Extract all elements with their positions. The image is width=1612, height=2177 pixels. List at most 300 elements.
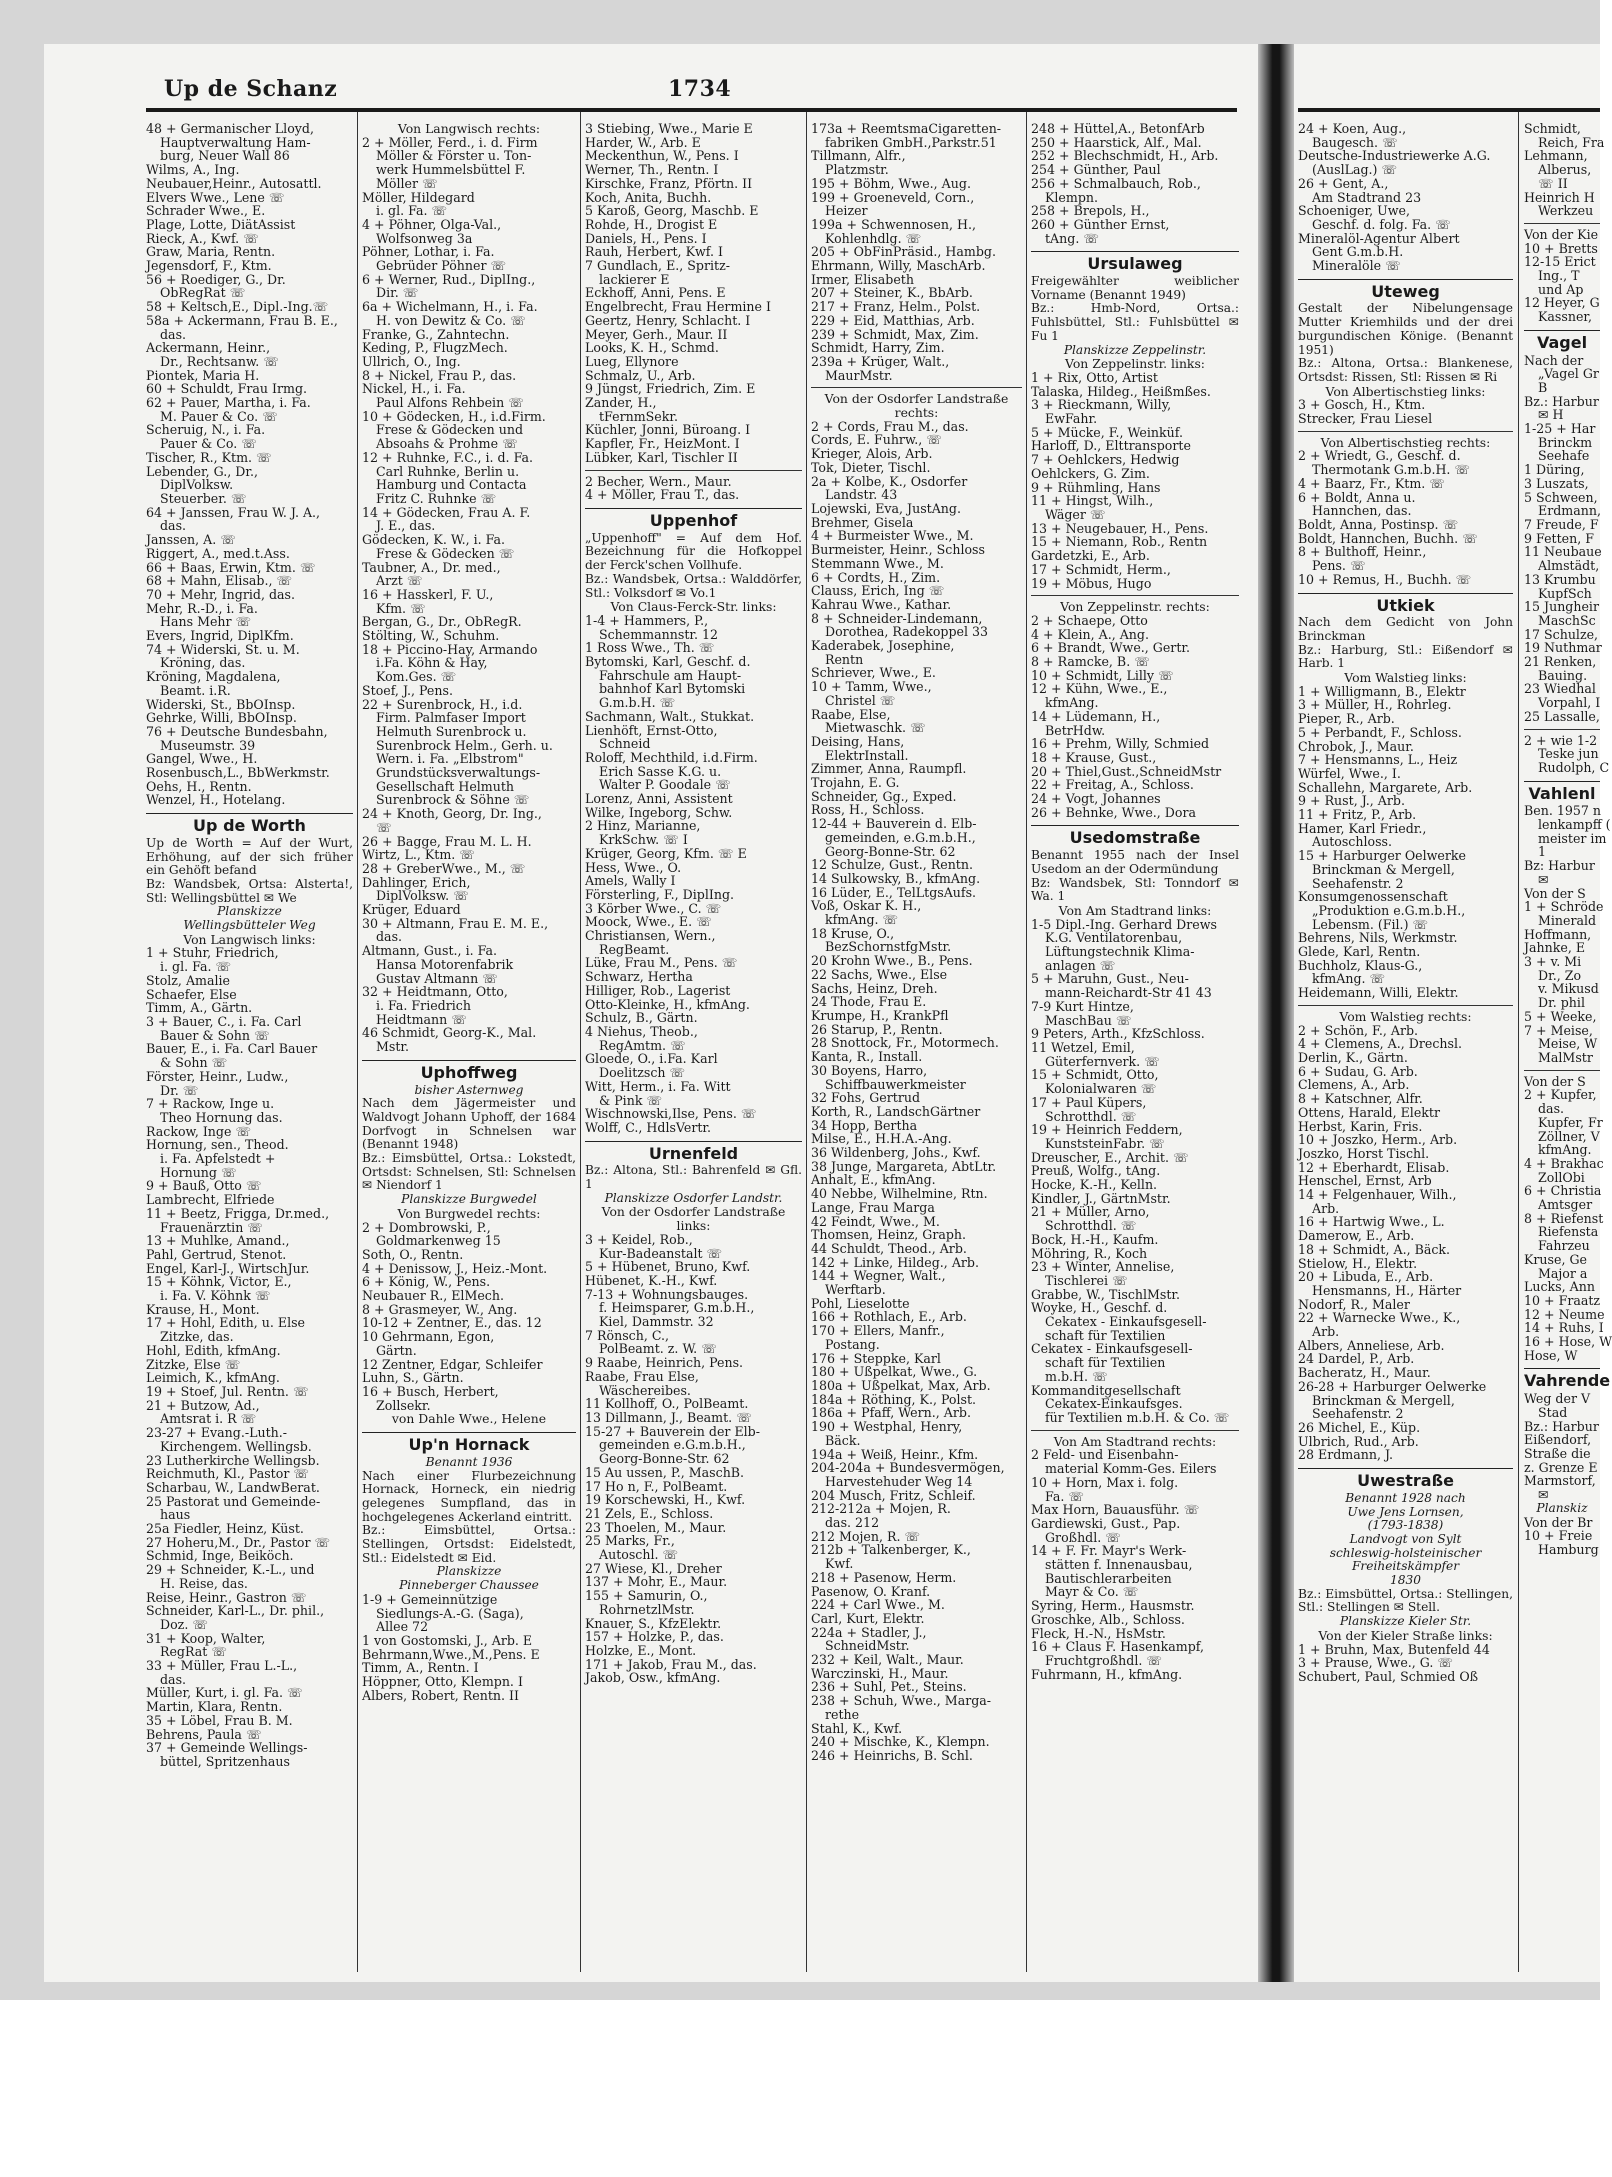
listing-entry: 13 + Muhlke, Amand., [146,1233,290,1249]
listing-continuation: Amtsger [1538,1197,1593,1213]
listing-entry: 30 Boyens, Harro, [811,1062,928,1078]
listing-continuation: büttel, Spritzenhaus [160,1753,290,1769]
listing-entry: Voß, Oskar K. H., [811,898,922,914]
listing-entry: Schwarz, Hertha [585,969,693,985]
listing-entry: 23 Wiedhal [1524,681,1596,697]
direction-note: rechts: [894,405,939,421]
listing-entry: Bytomski, Karl, Geschf. d. [585,654,751,670]
listing-continuation: anlagen ☏ [1045,957,1116,973]
listing-continuation: Seehafe [1538,448,1590,464]
page-number: 1734 [668,76,732,102]
street-heading: Uwestraße [1298,1468,1513,1488]
listing-entry: 2 + Dombrowski, P., [362,1219,491,1235]
listing-continuation: Bautischlerarbeiten [1045,1570,1172,1586]
listing-entry: Wilms, A., Ing. [146,162,240,178]
listing-entry: 37 + Gemeinde Wellings- [146,1740,308,1756]
listing-entry: 6 + Werner, Rud., DiplIng., [362,271,536,287]
listing-entry: 1 + Willigmann, B., Elektr [1298,683,1466,699]
street-heading: Uteweg [1298,279,1513,299]
listing-entry: 10 + Freie [1524,1528,1593,1544]
listing-entry: Von der S [1524,1073,1586,1089]
listing-continuation: fabriken GmbH.,Parkstr.51 [825,134,997,150]
listing-entry: Gloede, O., i.Fa. Karl [585,1051,718,1067]
listing-continuation: ✉ H [1538,407,1564,423]
listing-entry: 23-27 + Evang.-Luth.- [146,1425,288,1441]
listing-entry: Pasenow, O. Kranf. [811,1583,931,1599]
listing-entry: Looks, K. H., Schmd. [585,340,719,356]
listing-entry: 14 Sulkowsky, B., kfmAng. [811,870,981,886]
street-description: Bz.: Eimsbüttel, Ortsa.: Stellingen, Stl.: Stellingen ✉ Stell. [1298,1586,1513,1615]
listing-entry: Henschel, Ernst, Arb [1298,1173,1432,1189]
listing-entry: Dreuscher, E., Archit. ☏ [1031,1149,1189,1165]
planskizze-note: Planskizze [436,1564,502,1579]
listing-entry: 6 + Sudau, G. Arb. [1298,1063,1418,1079]
listing-entry: 1 + Bruhn, Max, Butenfeld 44 [1298,1641,1490,1657]
listing-entry: 144 + Wegner, Walt., [811,1268,946,1284]
street-note: schleswig-holsteinischer [1329,1545,1482,1560]
listing-entry: 2 + Cords, Frau M., das. [811,418,969,434]
listing-continuation: Beamt. i.R. [160,682,231,698]
listing-continuation: Am Stadtrand 23 [1312,189,1422,205]
directory-column-7-cut [1524,121,1612,1972]
listing-continuation: Werkzeu [1538,203,1594,219]
listing-continuation: Helmuth Surenbrock u. [376,723,527,739]
listing-continuation: Fahrzeu [1538,1238,1590,1254]
listing-continuation: Landstr. 43 [825,487,898,503]
listing-entry: 26 + Gent, A., [1298,175,1389,191]
street-description: „Uppenhoff" = Auf dem Hof. Bezeichnung für die Hofkoppel der Ferck'schen Vollhufe. [585,530,802,573]
listing-continuation: Minerald [1538,912,1597,928]
listing-continuation: Großhdl. ☏ [1045,1529,1122,1545]
listing-entry: 180a + Ußpelkat, Max, Arb. [811,1377,991,1393]
listing-continuation: Lebensm. (Fil.) ☏ [1312,916,1429,932]
listing-continuation: Georg-Bonne-Str. 62 [599,1451,730,1467]
listing-entry: Schneider, Karl-L., Dr. phil., [146,1603,325,1619]
listing-entry: Tok, Dieter, Tischl. [811,459,931,475]
listing-entry: 4 + Pöhner, Olga-Val., [362,216,502,232]
listing-entry: 4 + Burmeister Wwe., M. [811,528,974,544]
listing-entry: Harder, W., Arb. E [585,134,701,150]
listing-entry: Lucks, Ann [1524,1279,1595,1295]
listing-continuation: DiplVolksw. [160,477,234,493]
listing-entry: Buchholz, Klaus-G., [1298,957,1423,973]
listing-continuation: Grundstücksverwaltungs- [376,765,541,781]
listing-entry: Krüger, Eduard [362,902,461,918]
listing-continuation: Siedlungs-A.-G. (Saga), [376,1605,524,1621]
listing-entry: Neubauer,Heinr., Autosattl. [146,175,322,191]
listing-entry: 11 + Fritz, P., Arb. [1298,807,1417,823]
listing-continuation: Allee 72 [376,1619,429,1635]
listing-entry: 238 + Schuh, Wwe., Marga- [811,1693,992,1709]
listing-continuation: Heizer [825,203,868,219]
listing-entry: 30 + Altmann, Frau E. M. E., [362,915,549,931]
listing-entry: 16 + Hose, W [1524,1334,1612,1350]
listing-entry: Lojewski, Eva, JustAng. [811,500,961,516]
listing-entry: Woyke, H., Geschf. d. [1031,1300,1168,1316]
listing-entry: Werner, Th., Rentn. I [585,162,719,178]
listing-entry: Von der S [1524,885,1586,901]
direction-note: Von Burgwedel rechts: [397,1205,541,1221]
listing-entry: 12-44 + Bauverein d. Elb- [811,816,977,832]
listing-entry: 4 + Clemens, A., Drechsl. [1298,1036,1462,1052]
listing-entry: 17 + Schmidt, Herm., [1031,561,1171,577]
listing-entry: Chrobok, J., Maur. [1298,738,1414,754]
listing-entry: Möhring, R., Koch [1031,1245,1148,1261]
listing-entry: 3 + Bauer, C., i. Fa. Carl [146,1014,302,1029]
listing-entry: Harloff, D., Elttransporte [1031,438,1191,454]
listing-entry: 199 + Groeneveld, Corn., [811,189,975,205]
listing-continuation: ElektrInstall. [825,747,909,763]
listing-continuation: Fruchtgroßhdl. ☏ [1045,1652,1163,1668]
street-description: Bz.: Harburg, Stl.: Eißendorf ✉ Harb. 1 [1298,642,1513,671]
listing-entry: 76 + Deutsche Bundesbahn, [146,723,328,739]
listing-continuation: das. 212 [825,1515,880,1531]
listing-continuation: „Produktion e.G.m.b.H., [1312,902,1466,918]
listing-entry: 15 + Harburger Oelwerke [1298,848,1466,864]
listing-entry: Pieper, R., Arb. [1298,711,1395,727]
listing-entry: 7 Rönsch, C., [585,1327,670,1343]
listing-continuation: Firm. Palmfaser Import [376,710,526,726]
listing-entry: 166 + Rothlach, E., Arb. [811,1309,967,1325]
listing-entry: Schmalz, U., Arb. [585,367,696,383]
listing-continuation: Wern. i. Fa. „Elbstrom" [376,751,524,767]
listing-entry: 56 + Roediger, G., Dr. [146,271,286,287]
listing-entry: Rieck, A., Kwf. ☏ [146,230,259,246]
listing-entry: Jakob, Osw., kfmAng. [585,1670,721,1686]
directory-column-4 [811,122,1022,1972]
listing-entry: Nodorf, R., Maler [1298,1296,1410,1312]
listing-continuation: Autoschloss. [1312,834,1393,850]
listing-entry: Grabbe, W., TischlMstr. [1031,1286,1181,1302]
listing-entry: Fleck, H.-N., HsMstr. [1031,1625,1166,1641]
listing-entry: Lebender, G., Dr., [146,463,258,479]
listing-entry: 10 + Gödecken, H., i.d.Firm. [362,408,546,424]
listing-entry: Rauh, Herbert, Kwf. I [585,244,723,260]
listing-entry: 11 Wetzel, Emil, [1031,1040,1135,1055]
street-note: bisher Asternweg [414,1082,524,1097]
listing-entry: Behrens, Nils, Werkmstr. [1298,930,1458,946]
listing-entry: z. Grenze E [1524,1459,1598,1475]
listing-entry: 15-27 + Bauverein der Elb- [585,1423,760,1439]
listing-continuation: DiplVolksw. ☏ [376,888,469,904]
listing-continuation: Walter P. Goodale ☏ [599,777,731,793]
listing-entry: 16 + Prehm, Willy, Schmied [1031,736,1210,752]
listing-entry: Elvers Wwe., Lene ☏ [146,189,285,205]
listing-entry: 3 Stiebing, Wwe., Marie E [585,121,753,136]
listing-entry: Oehs, H., Rentn. [146,778,252,794]
listing-entry: 58 + Keltsch,E., Dipl.-Ing.☏ [146,299,329,315]
listing-entry: Von der Kie [1524,226,1599,242]
listing-entry: Hilliger, Rob., Lagerist [585,982,731,998]
listing-continuation: ☏ II [1538,175,1568,191]
listing-continuation: tAng. ☏ [1045,230,1100,246]
listing-entry: 248 + Hüttel,A., BetonfArb [1031,121,1205,136]
listing-entry: 7 + Oehlckers, Hedwig [1031,452,1180,468]
listing-continuation: Schrotthdl. ☏ [1045,1218,1137,1234]
listing-entry: 1-25 + Har [1524,421,1596,437]
listing-entry: 204-204a + Bundesvermögen, [811,1460,1005,1476]
listing-continuation: ZollObi [1538,1169,1585,1185]
listing-entry: Kanta, R., Install. [811,1049,923,1065]
listing-entry: 44 Schuldt, Theod., Arb. [811,1240,967,1256]
listing-entry: Scheruig, N., i. Fa. [146,422,266,438]
street-heading: Urnenfeld [585,1141,802,1161]
listing-entry: Meyer, Gerh., Maur. II [585,326,728,342]
listing-entry: 240 + Mischke, K., Klempn. [811,1734,990,1750]
listing-continuation: Amtsrat i. R ☏ [160,1411,257,1427]
listing-continuation: Seehafenstr. 2 [1312,1406,1404,1422]
listing-entry: Leimich, K., kfmAng. [146,1370,280,1386]
directory-column-2 [362,122,576,1972]
listing-continuation: „Vagel Gr [1538,366,1599,382]
listing-continuation: i. gl. Fa. ☏ [160,959,232,975]
listing-continuation: gemeinden, e.G.m.b.H., [825,829,976,845]
listing-entry: Timm, A., Gärtn. [146,1000,253,1016]
listing-continuation: das. [376,929,403,945]
listing-continuation: Hannchen, das. [1312,503,1412,519]
listing-continuation: & Pink ☏ [599,1092,663,1108]
listing-entry: 35 + Löbel, Frau B. M. [146,1712,293,1728]
listing-continuation: Postang. [825,1336,880,1352]
listing-entry: 15 Au ussen, P., MaschB. [585,1464,745,1480]
street-heading: Vagel [1524,330,1600,350]
listing-continuation: Hensmanns, H., Härter [1312,1282,1462,1298]
listing-entry: 6 + Christia [1524,1183,1602,1199]
listing-entry: 2 Feld- und Eisenbahn- [1031,1447,1179,1463]
book-gutter [1258,44,1294,1982]
listing-entry: Cekatex - Einkaufsgesell- [1031,1341,1193,1357]
listing-entry: Mehr, R.-D., i. Fa. [146,600,258,616]
listing-continuation: Gärtn. [376,1342,417,1358]
listing-continuation: Rudolph, C [1538,759,1610,775]
listing-entry: 157 + Holzke, P., das. [585,1629,724,1645]
listing-continuation: Arzt ☏ [376,573,423,589]
listing-continuation: J. E., das. [376,518,436,534]
street-description: Bz: Wandsbek, Ortsa: Alsterta!, Stl: Wellingsbüttel ✉ We [146,876,353,905]
listing-continuation: Dr., Rechtsanw. ☏ [160,353,280,369]
listing-continuation: H. von Dewitz & Co. ☏ [376,312,526,328]
listing-entry: Wolff, C., HdlsVertr. [585,1119,712,1135]
street-heading: Vahrende [1524,1368,1600,1388]
street-description: Up de Worth = Auf der Wurt, Erhöhung, auf der sich früher ein Gehöft befand [146,835,353,878]
listing-continuation: Mstr. [376,1039,410,1055]
listing-continuation: Vorpahl, I [1538,695,1601,711]
listing-entry: 29 + Schneider, K.-L., und [146,1562,315,1578]
listing-entry: 10 + Bretts [1524,240,1598,256]
listing-entry: 3 + v. Mi [1524,954,1582,970]
listing-continuation: Kröning, das. [160,655,246,671]
listing-entry: Kruse, Ge [1524,1251,1587,1267]
listing-continuation: Mayr & Co. ☏ [1045,1584,1139,1600]
listing-entry: Bz.: Harbur [1524,393,1599,409]
listing-continuation: Güterfernverk. ☏ [1045,1053,1160,1069]
planskizze-note: Planskiz [1536,1500,1588,1515]
listing-continuation: Geschf. d. folg. Fa. ☏ [1312,216,1451,232]
listing-continuation: Hornung ☏ [160,1164,237,1180]
direction-note: Von der Osdorfer Landstraße [824,391,1009,407]
listing-entry: 11 + Beetz, Frigga, Dr.med., [146,1205,330,1221]
listing-entry: 254 + Günther, Paul [1031,162,1161,178]
listing-entry: Tillmann, Alfr., [811,148,906,164]
listing-entry: Witt, Herm., i. Fa. Witt [585,1078,731,1094]
listing-entry: Eißendorf, [1524,1432,1592,1448]
listing-entry: Martin, Klara, Rentn. [146,1699,283,1715]
street-note: 1830 [1389,1573,1422,1588]
street-description: Bz.: Eimsbüttel, Ortsa.: Stellingen, Ortsdst: Eidelstedt, Stl.: Eidelstedt ✉ Eid. [362,1523,576,1565]
listing-entry: Glede, Karl, Rentn. [1298,944,1421,960]
listing-entry: 42 Feindt, Wwe., M. [811,1213,940,1229]
listing-continuation: Schneid [599,736,651,752]
listing-entry: Schriever, Wwe., E. [811,665,936,681]
listing-entry: 18 + Schmidt, A., Bäck. [1298,1241,1451,1257]
listing-entry: 26 + Behnke, Wwe., Dora [1031,804,1196,820]
listing-entry: 4 + Denissow, J., Heiz.-Mont. [362,1260,548,1276]
listing-entry: 60 + Schuldt, Frau Irmg. [146,381,308,397]
listing-entry: 66 + Baas, Erwin, Ktm. ☏ [146,559,316,575]
listing-entry: 232 + Keil, Walt., Maur. [811,1652,964,1668]
listing-continuation: f. Heimsparer, G.m.b.H., [599,1300,755,1316]
listing-continuation: RohrnetzlMstr. [599,1601,695,1617]
listing-entry: Lueg, Ellynore [585,353,679,369]
listing-entry: 171 + Jakob, Frau M., das. [585,1656,757,1672]
listing-entry: Taubner, A., Dr. med., [362,559,501,575]
street-heading: Utkiek [1298,593,1513,613]
listing-entry: Keding, P., FlugzMech. [362,340,508,356]
listing-entry: 155 + Samurin, O., [585,1588,708,1604]
street-description: Nach dem Jägermeister und Waldvogt Johann Uphoff, der 1684 Dorfvogt in Schnelsen war (Benannt 1948) [362,1096,576,1152]
listing-continuation: Surenbrock Helm., Gerh. u. [376,737,553,753]
street-heading: Uppenhof [585,508,802,528]
listing-entry: Heinrich H [1524,189,1595,205]
street-description: Bz.: Hmb-Nord, Ortsa.: Fuhlsbüttel, Stl.: Fuhlsbüttel ✉ Fu 1 [1031,301,1239,343]
listing-entry: Stemmann Wwe., M. [811,555,944,571]
listing-entry: 12 + Ruhnke, F.C., i. d. Fa. [362,449,533,465]
listing-continuation: Tischlerei ☏ [1045,1272,1128,1288]
planskizze-note: Planskizze Osdorfer Landstr. [604,1190,783,1205]
listing-entry: 5 + Mücke, F., Weinküf. [1031,424,1183,440]
listing-entry: Hess, Wwe., O. [585,859,682,875]
listing-continuation: Möller & Förster u. Ton- [376,148,532,164]
listing-entry: Geertz, Henry, Schlacht. I [585,312,751,328]
listing-entry: 14 + Ruhs, I [1524,1320,1604,1336]
listing-entry: Bock, H.-H., Kaufm. [1031,1231,1159,1247]
listing-entry: 142 + Linke, Hildeg., Arb. [811,1254,979,1270]
direction-note: Von Am Stadtrand rechts: [1053,1433,1217,1449]
listing-continuation: Stad [1538,1404,1568,1420]
listing-entry: Schmidt, [1524,121,1581,136]
listing-continuation: Pens. ☏ [1312,558,1366,574]
listing-entry: 26 Starup, P., Rentn. [811,1021,943,1037]
listing-entry: Amels, Wally I [585,873,676,889]
listing-entry: 23 + Winter, Annelise, [1031,1259,1175,1275]
listing-entry: 10 + Tamm, Wwe., [811,679,932,695]
listing-continuation: mann-Reichardt-Str 41 43 [1045,985,1212,1001]
listing-continuation: Mietwaschk. ☏ [825,720,926,736]
listing-continuation: für Textilien m.b.H. & Co. ☏ [1045,1409,1230,1425]
listing-entry: Krumpe, H., KrankPfl [811,1008,949,1023]
listing-entry: 18 + Piccino-Hay, Armando [362,641,538,657]
listing-continuation: Reich, Fra [1538,134,1605,150]
listing-entry: 194a + Weiß, Heinr., Kfm. [811,1446,979,1462]
listing-entry: Schubert, Paul, Schmied Oß [1298,1668,1479,1684]
column-rule [357,112,358,1972]
listing-continuation: i. Fa. V. Köhnk ☏ [160,1288,271,1304]
listing-continuation: SchneidMstr. [825,1638,910,1654]
listing-continuation: BetrHdw. [1045,722,1106,738]
listing-entry: Konsumgenossenschaft [1298,889,1448,905]
listing-entry: 8 + Schneider-Lindemann, [811,610,983,626]
listing-continuation: Steuerber. ☏ [160,490,247,506]
listing-entry: 20 Krohn Wwe., B., Pens. [811,953,973,969]
listing-entry: 2 + Kupfer, [1524,1087,1597,1103]
listing-entry: 180 + Ußpelkat, Wwe., G. [811,1364,978,1380]
section-separator [1524,729,1600,730]
listing-entry: Roloff, Mechthild, i.d.Firm. [585,749,758,765]
street-heading: Vahlenl [1524,781,1600,801]
listing-entry: 2 Hinz, Marianne, [585,818,701,834]
listing-entry: Sachs, Heinz, Dreh. [811,980,938,996]
street-note: Benannt 1928 nach [1345,1490,1466,1505]
listing-entry: Riggert, A., med.t.Ass. [146,545,290,561]
listing-continuation: haus [160,1507,191,1523]
listing-entry: Deising, Hans, [811,733,905,749]
direction-note: von Dahle Wwe., Helene [391,1411,547,1427]
listing-continuation: Dr., Zo [1538,967,1582,983]
listing-entry: 8 + Grasmeyer, W., Ang. [362,1301,518,1317]
listing-entry: Timm, A., Rentn. I [362,1660,479,1676]
listing-continuation: Kur-Badeanstalt ☏ [599,1245,723,1261]
listing-entry: 32 + Heidtmann, Otto, [362,984,508,1000]
listing-continuation: burg, Neuer Wall 86 [160,148,290,164]
listing-continuation: Kolonialwaren ☏ [1045,1081,1157,1097]
listing-entry: Soth, O., Rentn. [362,1246,464,1262]
section-separator [1524,223,1600,224]
listing-continuation: Erich Sasse K.G. u. [599,763,722,779]
street-description: Gestalt der Nibelungensage Mutter Kriemhilds und der drei burgundischen Könige. (Benannt 1951) [1298,301,1513,357]
listing-entry: Stolz, Amalie [146,972,230,988]
listing-entry: 26 Michel, E., Küp. [1298,1419,1421,1435]
listing-continuation: lackierer E [599,271,670,287]
listing-entry: 33 + Müller, Frau L.-L., [146,1658,298,1674]
listing-entry: 24 + Vogt, Johannes [1031,791,1161,807]
listing-entry: 16 + Hasskerl, F. U., [362,586,494,602]
listing-continuation: & Sohn ☏ [160,1055,228,1071]
listing-continuation: Fritz C. Ruhnke ☏ [376,490,497,506]
listing-entry: Heidemann, Willi, Elektr. [1298,985,1459,1001]
listing-continuation: Surenbrock & Söhne ☏ [376,792,530,808]
listing-entry: 212-212a + Mojen, R. [811,1501,951,1517]
listing-entry: Warczinski, H., Maur. [811,1665,949,1681]
directory-column-5 [1031,122,1239,1972]
listing-entry: Albers, Robert, Rentn. II [362,1687,519,1703]
listing-entry: 9 Peters, Arth., KfzSchloss. [1031,1026,1205,1042]
listing-entry: Bz.: Harbur [1524,1418,1599,1434]
listing-entry: 10 + Fraatz [1524,1292,1601,1308]
listing-continuation: das. [1538,1101,1565,1117]
listing-entry: 137 + Mohr, E., Maur. [585,1574,728,1590]
listing-entry: Wenzel, H., Hotelang. [146,792,286,808]
listing-entry: 5 + Maruhn, Gust., Neu- [1031,971,1189,987]
listing-entry: Rosenbusch,L., BbWerkmstr. [146,765,330,781]
listing-entry: 5 + Weeke, [1524,1008,1597,1024]
listing-entry: 24 Dardel, P., Arb. [1298,1351,1415,1367]
street-description: Nach einer Flurbezeichnung Hornack, Horneck, ein niedrig gelegenes Sumpfland, das in hochgelegenes Ackerland eintritt. [362,1468,576,1524]
listing-entry: 16 + Busch, Herbert, [362,1383,499,1399]
listing-continuation: Mineralöle ☏ [1312,258,1401,274]
listing-entry: Müller, Kurt, i. gl. Fa. ☏ [146,1685,303,1701]
planskizze-note: Planskizze Kieler Str. [1339,1614,1472,1629]
listing-continuation: Gustav Altmann ☏ [376,970,498,986]
